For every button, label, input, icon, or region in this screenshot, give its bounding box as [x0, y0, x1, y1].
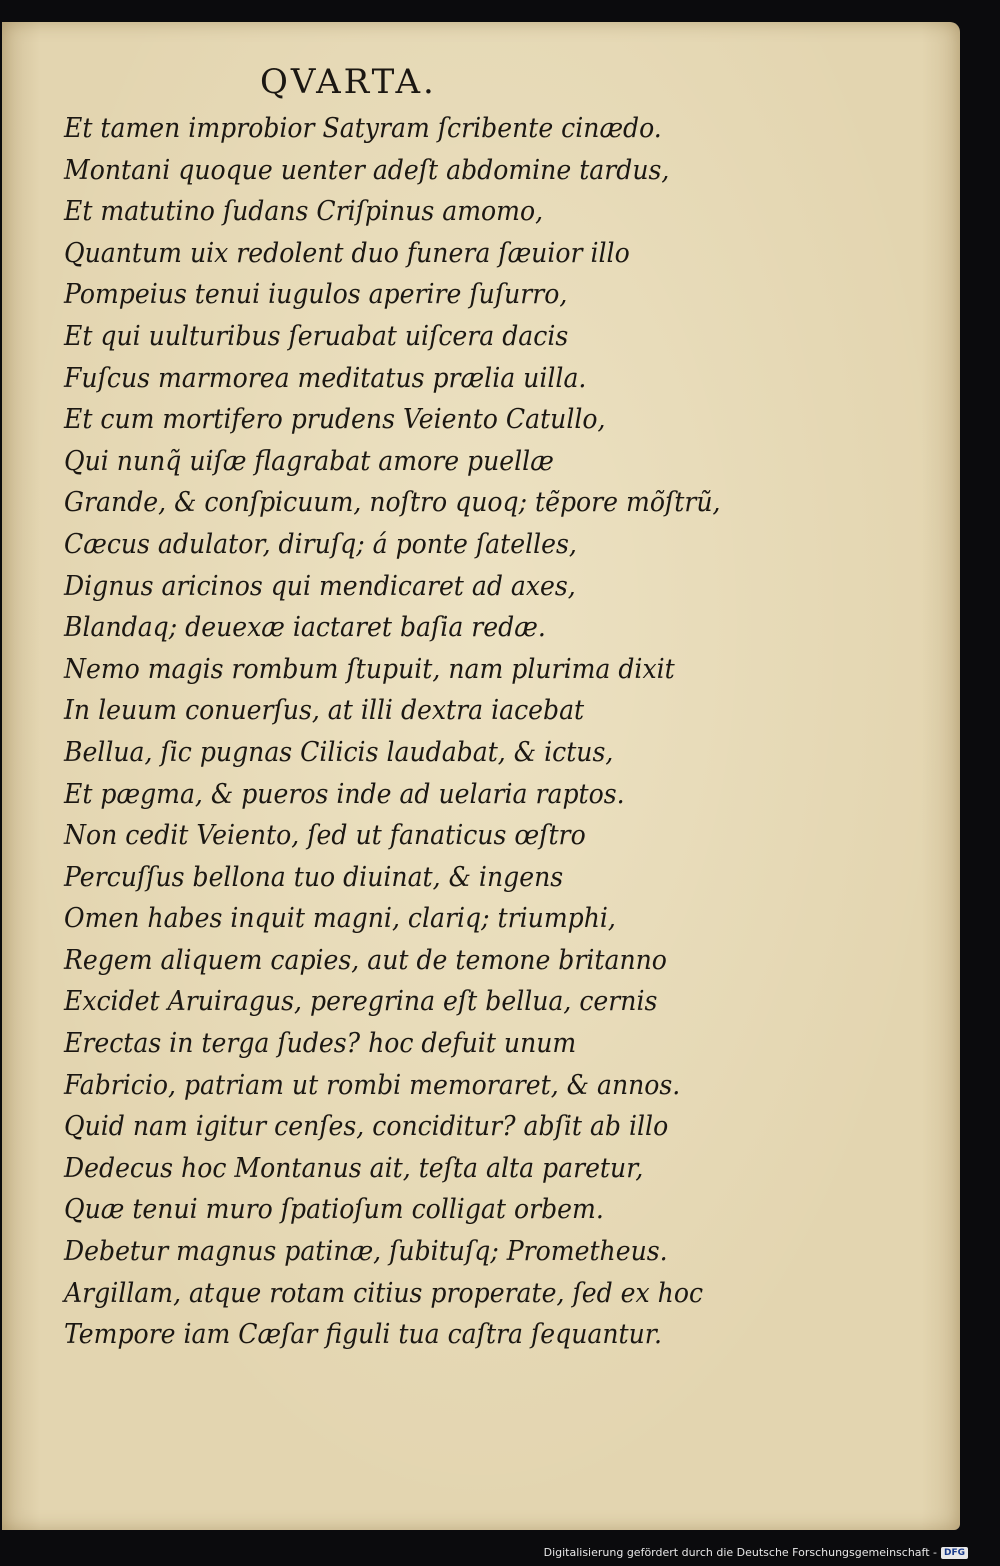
verse-line: Quæ tenui muro ſpatioſum colligat orbem. [64, 1194, 604, 1226]
verse-line: Et tamen improbior Satyram ſcribente cinædo. [64, 113, 662, 144]
verse-line: Fuſcus marmorea meditatus prælia uilla. [64, 362, 587, 394]
verse-line: Et matutino ſudans Criſpinus amomo, [64, 196, 544, 228]
digitization-credit [544, 1546, 968, 1559]
verse-line: Bellua, ſic pugnas Cilicis laudabat, & ictus, [64, 736, 614, 768]
verse-line: Debetur magnus patinæ, ſubituſq; Prometheus. [64, 1236, 668, 1268]
verse-line: Et qui uulturibus ſeruabat uiſcera dacis [64, 320, 569, 352]
verse-line: Quantum uix redolent duo funera ſæuior illo [64, 237, 630, 269]
verse-line: Blandaq; deuexæ iactaret baſia redæ. [64, 612, 546, 644]
verse-list [64, 108, 770, 1356]
book-page [2, 22, 960, 1530]
running-header: QVARTA. [260, 62, 437, 102]
verse-line: Qui nunq̃ uiſæ flagrabat amore puellæ [64, 445, 554, 477]
verse-line: Erectas in terga ſudes? hoc defuit unum [64, 1028, 577, 1060]
verse-line: Argillam, atque rotam citius properate, ſed ex hoc [64, 1277, 704, 1309]
verse-line: Cæcus adulator, diruſq; á ponte ſatelles, [64, 528, 577, 560]
verse-line: Fabricio, patriam ut rombi memoraret, & annos. [64, 1069, 681, 1101]
verse-line: Percuſſus bellona tuo diuinat, & ingens [64, 861, 564, 893]
verse-line: Et cum mortifero prudens Veiento Catullo, [64, 404, 606, 436]
verse-line: Montani quoque uenter adeſt abdomine tardus, [64, 154, 670, 186]
dfg-logo-icon: DFG [941, 1547, 968, 1559]
verse-line: Quid nam igitur cenſes, conciditur? abſit ab illo [64, 1111, 669, 1143]
verse-line: Excidet Aruiragus, peregrina eſt bellua, cernis [64, 986, 658, 1018]
verse-line: Pompeius tenui iugulos aperire ſuſurro, [64, 279, 568, 311]
verse-line: Tempore iam Cæſar figuli tua caſtra ſequantur. [64, 1319, 663, 1351]
verse-line: Nemo magis rombum ſtupuit, nam plurima dixit [64, 653, 675, 685]
verse-line: Dignus aricinos qui mendicaret ad axes, [64, 570, 576, 602]
verse-line: Dedecus hoc Montanus ait, teſta alta paretur, [64, 1152, 644, 1184]
verse-line: Omen habes inquit magni, clariq; triumphi, [64, 903, 616, 935]
verse-line: Regem aliquem capies, aut de temone britanno [64, 944, 667, 976]
verse-line: In leuum conuerſus, at illi dextra iacebat [64, 695, 585, 727]
verse-line: Grande, & conſpicuum, noſtro quoq; tẽpore mõſtrũ, [64, 487, 721, 519]
verse-line: Et pægma, & pueros inde ad uelaria raptos. [64, 778, 625, 810]
verse-line: Non cedit Veiento, ſed ut fanaticus œſtro [64, 820, 586, 852]
credit-text: Digitalisierung gefördert durch die Deutsche Forschungsgemeinschaft - [543, 1546, 937, 1559]
